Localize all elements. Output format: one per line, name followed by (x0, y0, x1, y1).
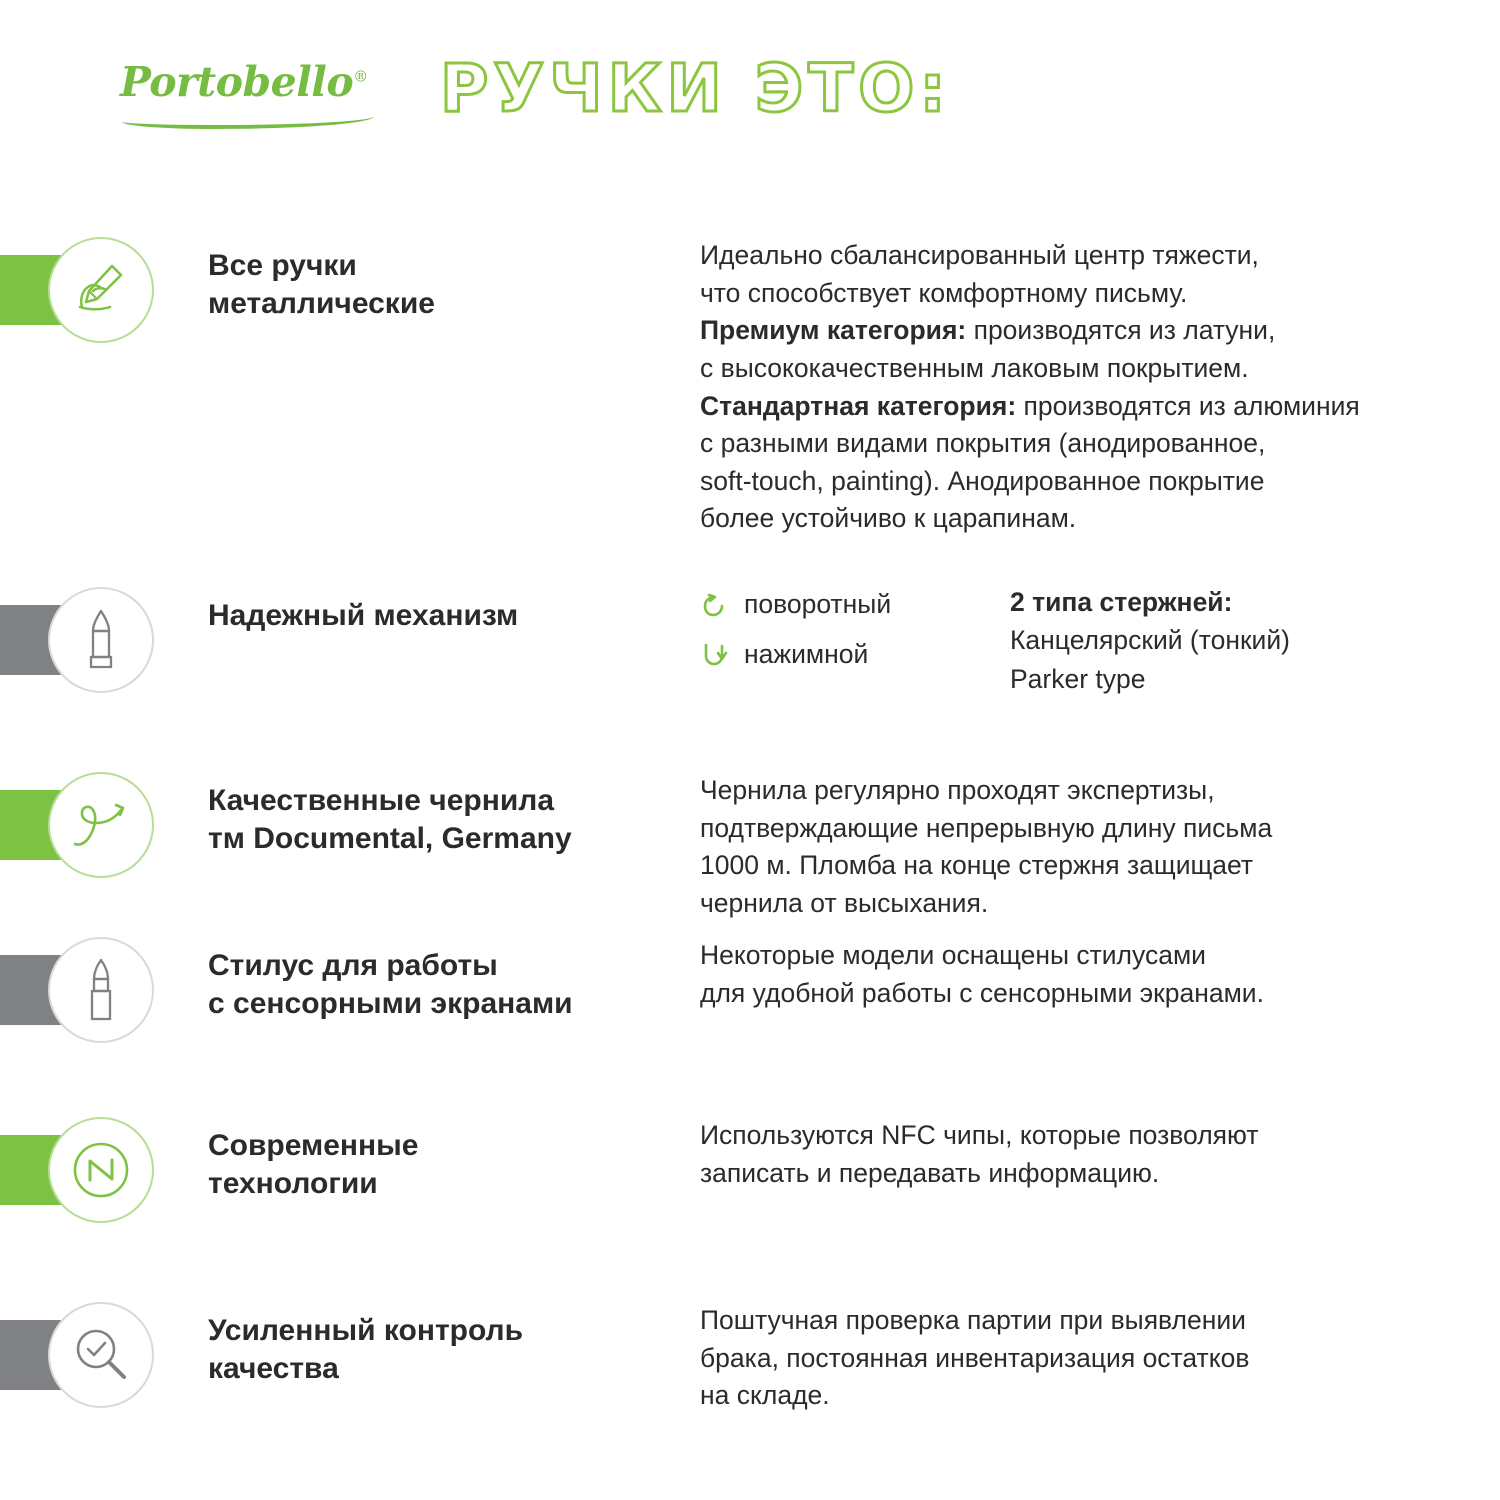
feature-title: Качественные чернила тм Documental, Germany (208, 784, 572, 856)
page-header (0, 48, 1500, 168)
mechanism-label: нажимной (744, 638, 869, 669)
mechanism-type-list (700, 585, 1000, 685)
press-arrow-icon (700, 640, 730, 670)
feature-body: Поштучная проверка партии при выявлении брака, постоянная инвентаризация остатков на складе. (700, 1305, 1250, 1411)
feature-title: Стилус для работы с сенсорными экранами (208, 949, 573, 1021)
page-title: РУЧКИ ЭТО: (440, 50, 951, 127)
feature-title: Усиленный контроль качества (208, 1314, 524, 1386)
refill-item: Parker type (1010, 663, 1146, 694)
brand-swoosh-icon (122, 109, 374, 129)
list-item (700, 635, 1000, 675)
pen-tip-icon (48, 587, 154, 693)
nfc-icon (48, 1117, 154, 1223)
feature-body: Используются NFC чипы, которые позволяют записать и передавать информацию. (700, 1120, 1259, 1188)
brand-logo-text (120, 58, 380, 106)
ink-swirl-icon (48, 772, 154, 878)
rotate-arrow-icon (700, 590, 730, 620)
feature-body: Идеально сбалансированный центр тяжести, что способствует комфортному письму. Премиум категория: производятся из латуни, с высококачественным лаковым покрытием. Стандартная категория: производятся из алюминия с разными видами покрытия (анодированное, soft-touch, painting). Анодированное покрытие более устойчиво к царапинам. (700, 240, 1360, 534)
brand-registered-mark: ® (353, 67, 368, 86)
stylus-icon (48, 937, 154, 1043)
refill-types (1010, 583, 1470, 698)
refill-heading: 2 типа стержней: (1010, 587, 1233, 617)
refill-item: Канцелярский (тонкий) (1010, 625, 1290, 656)
feature-title: Все ручки металлические (208, 249, 435, 321)
feature-title: Надежный механизм (208, 599, 519, 632)
magnifier-check-icon (48, 1302, 154, 1408)
list-item (700, 585, 1000, 625)
hand-writing-pen-icon (48, 237, 154, 343)
brand-logo (120, 58, 380, 106)
feature-body: Чернила регулярно проходят экспертизы, подтверждающие непрерывную длину письма 1000 м. Пломба на конце стержня защищает чернила от высыхания. (700, 775, 1273, 918)
feature-body: Некоторые модели оснащены стилусами для удобной работы с сенсорными экранами. (700, 940, 1264, 1008)
feature-title: Современные технологии (208, 1129, 419, 1201)
brand-name: Portobello (120, 58, 354, 106)
mechanism-label: поворотный (744, 589, 892, 619)
